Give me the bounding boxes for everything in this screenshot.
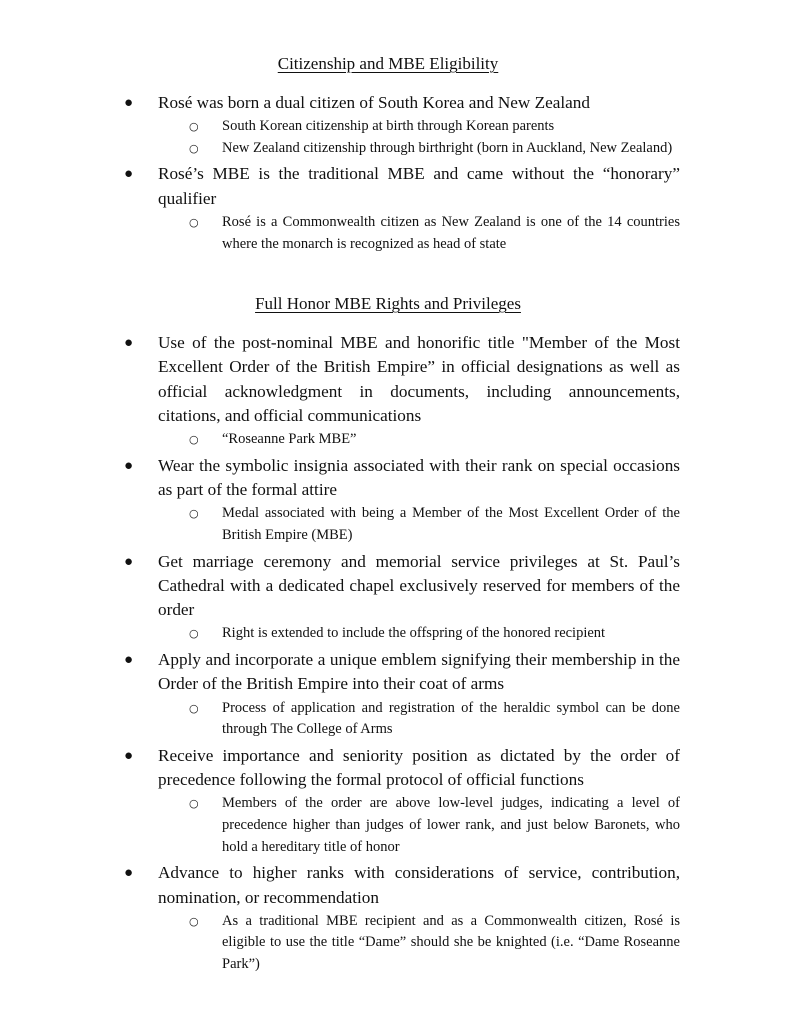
sub-list-item-text: Process of application and registration of the heraldic symbol can be done through The College of Arms (222, 699, 680, 738)
bullet-icon: ● (124, 553, 134, 570)
sub-list-item-text: Medal associated with being a Member of the Most Excellent Order of the British Empire (MBE) (222, 505, 680, 543)
list-item (124, 648, 680, 741)
bullet-icon: ● (124, 865, 134, 882)
hollow-bullet-icon: ○ (189, 914, 199, 928)
list-item (124, 861, 680, 975)
sub-list-item-text: “Roseanne Park MBE” (222, 431, 357, 448)
bullet-icon: ● (124, 747, 134, 764)
sub-list-item-text: Right is extended to include the offspring of the honored recipient (222, 625, 606, 642)
sub-list-item-text: South Korean citizenship at birth through Korean parents (222, 118, 555, 135)
bullet-list-rights (0, 331, 810, 979)
sub-list-item (189, 793, 680, 858)
bullet-icon: ● (124, 335, 134, 351)
list-item-text: Apply and incorporate a unique emblem signifying their membership in the Order of the British Empire into their coat of arms (158, 650, 680, 694)
hollow-bullet-icon: ○ (189, 433, 199, 447)
bullet-icon: ● (124, 95, 134, 111)
hollow-bullet-icon: ○ (189, 216, 199, 230)
section-heading-rights: Full Honor MBE Rights and Privileges (255, 294, 521, 313)
sub-list (158, 698, 680, 741)
sub-list (158, 116, 680, 159)
list-item-text: Use of the post-nominal MBE and honorific title "Member of the Most Excellent Order of the British Empire” in official designations as well as official acknowledgment in documents, including announcements, citations, and official communications (158, 333, 680, 425)
hollow-bullet-icon: ○ (189, 627, 199, 641)
sub-list-item (189, 503, 680, 546)
sub-list (158, 793, 680, 858)
sub-list-item (189, 911, 680, 976)
sub-list (158, 503, 680, 546)
list-item (124, 454, 680, 547)
sub-list (158, 212, 680, 255)
list-item (124, 744, 680, 858)
sub-list (158, 911, 680, 976)
list-item-text: Wear the symbolic insignia associated with their rank on special occasions as part of the formal attire (158, 455, 680, 500)
sub-list-item-text: Rosé is a Commonwealth citizen as New Zealand is one of the 14 countries where the monarch is recognized as head of state (222, 214, 680, 252)
sub-list-item-text: Members of the order are above low-level judges, indicating a level of precedence higher than judges of lower rank, and just below Baronets, who hold a hereditary title of honor (222, 795, 680, 855)
hollow-bullet-icon: ○ (189, 797, 199, 811)
list-item-text: Rosé’s MBE is the traditional MBE and came without the “honorary” qualifier (158, 164, 680, 208)
list-item (124, 162, 680, 255)
sub-list-item (189, 116, 680, 138)
list-item-text: Get marriage ceremony and memorial service privileges at St. Paul’s Cathedral with a dedicated chapel exclusively reserved for members of the order (158, 551, 680, 620)
list-item (124, 550, 680, 645)
list-item-text: Receive importance and seniority position as dictated by the order of precedence following the formal protocol of official functions (158, 745, 680, 790)
bullet-icon: ● (124, 166, 134, 183)
sub-list (158, 429, 680, 451)
list-item-text: Advance to higher ranks with considerations of service, contribution, nomination, or recommendation (158, 863, 680, 907)
bullet-list-citizenship (0, 91, 810, 258)
section-heading-citizenship: Citizenship and MBE Eligibility (277, 54, 499, 73)
hollow-bullet-icon: ○ (189, 120, 199, 134)
sub-list-item (189, 698, 680, 741)
hollow-bullet-icon: ○ (189, 141, 199, 155)
list-item (124, 331, 680, 451)
sub-list-item-text: New Zealand citizenship through birthright (born in Auckland, New Zealand) (222, 139, 673, 156)
sub-list-item (189, 429, 680, 451)
bullet-icon: ● (124, 652, 134, 669)
bullet-icon: ● (124, 457, 134, 474)
hollow-bullet-icon: ○ (189, 507, 199, 521)
list-item-text: Rosé was born a dual citizen of South Korea and New Zealand (158, 93, 590, 112)
list-item (124, 91, 680, 159)
sub-list-item (189, 623, 680, 645)
hollow-bullet-icon: ○ (189, 701, 199, 715)
sub-list-item-text: As a traditional MBE recipient and as a Commonwealth citizen, Rosé is eligible to use the title “Dame” should she be knighted (i.e. “Dame Roseanne Park”) (222, 912, 680, 972)
sub-list-item (189, 212, 680, 255)
sub-list (158, 623, 680, 645)
sub-list-item (189, 138, 680, 160)
